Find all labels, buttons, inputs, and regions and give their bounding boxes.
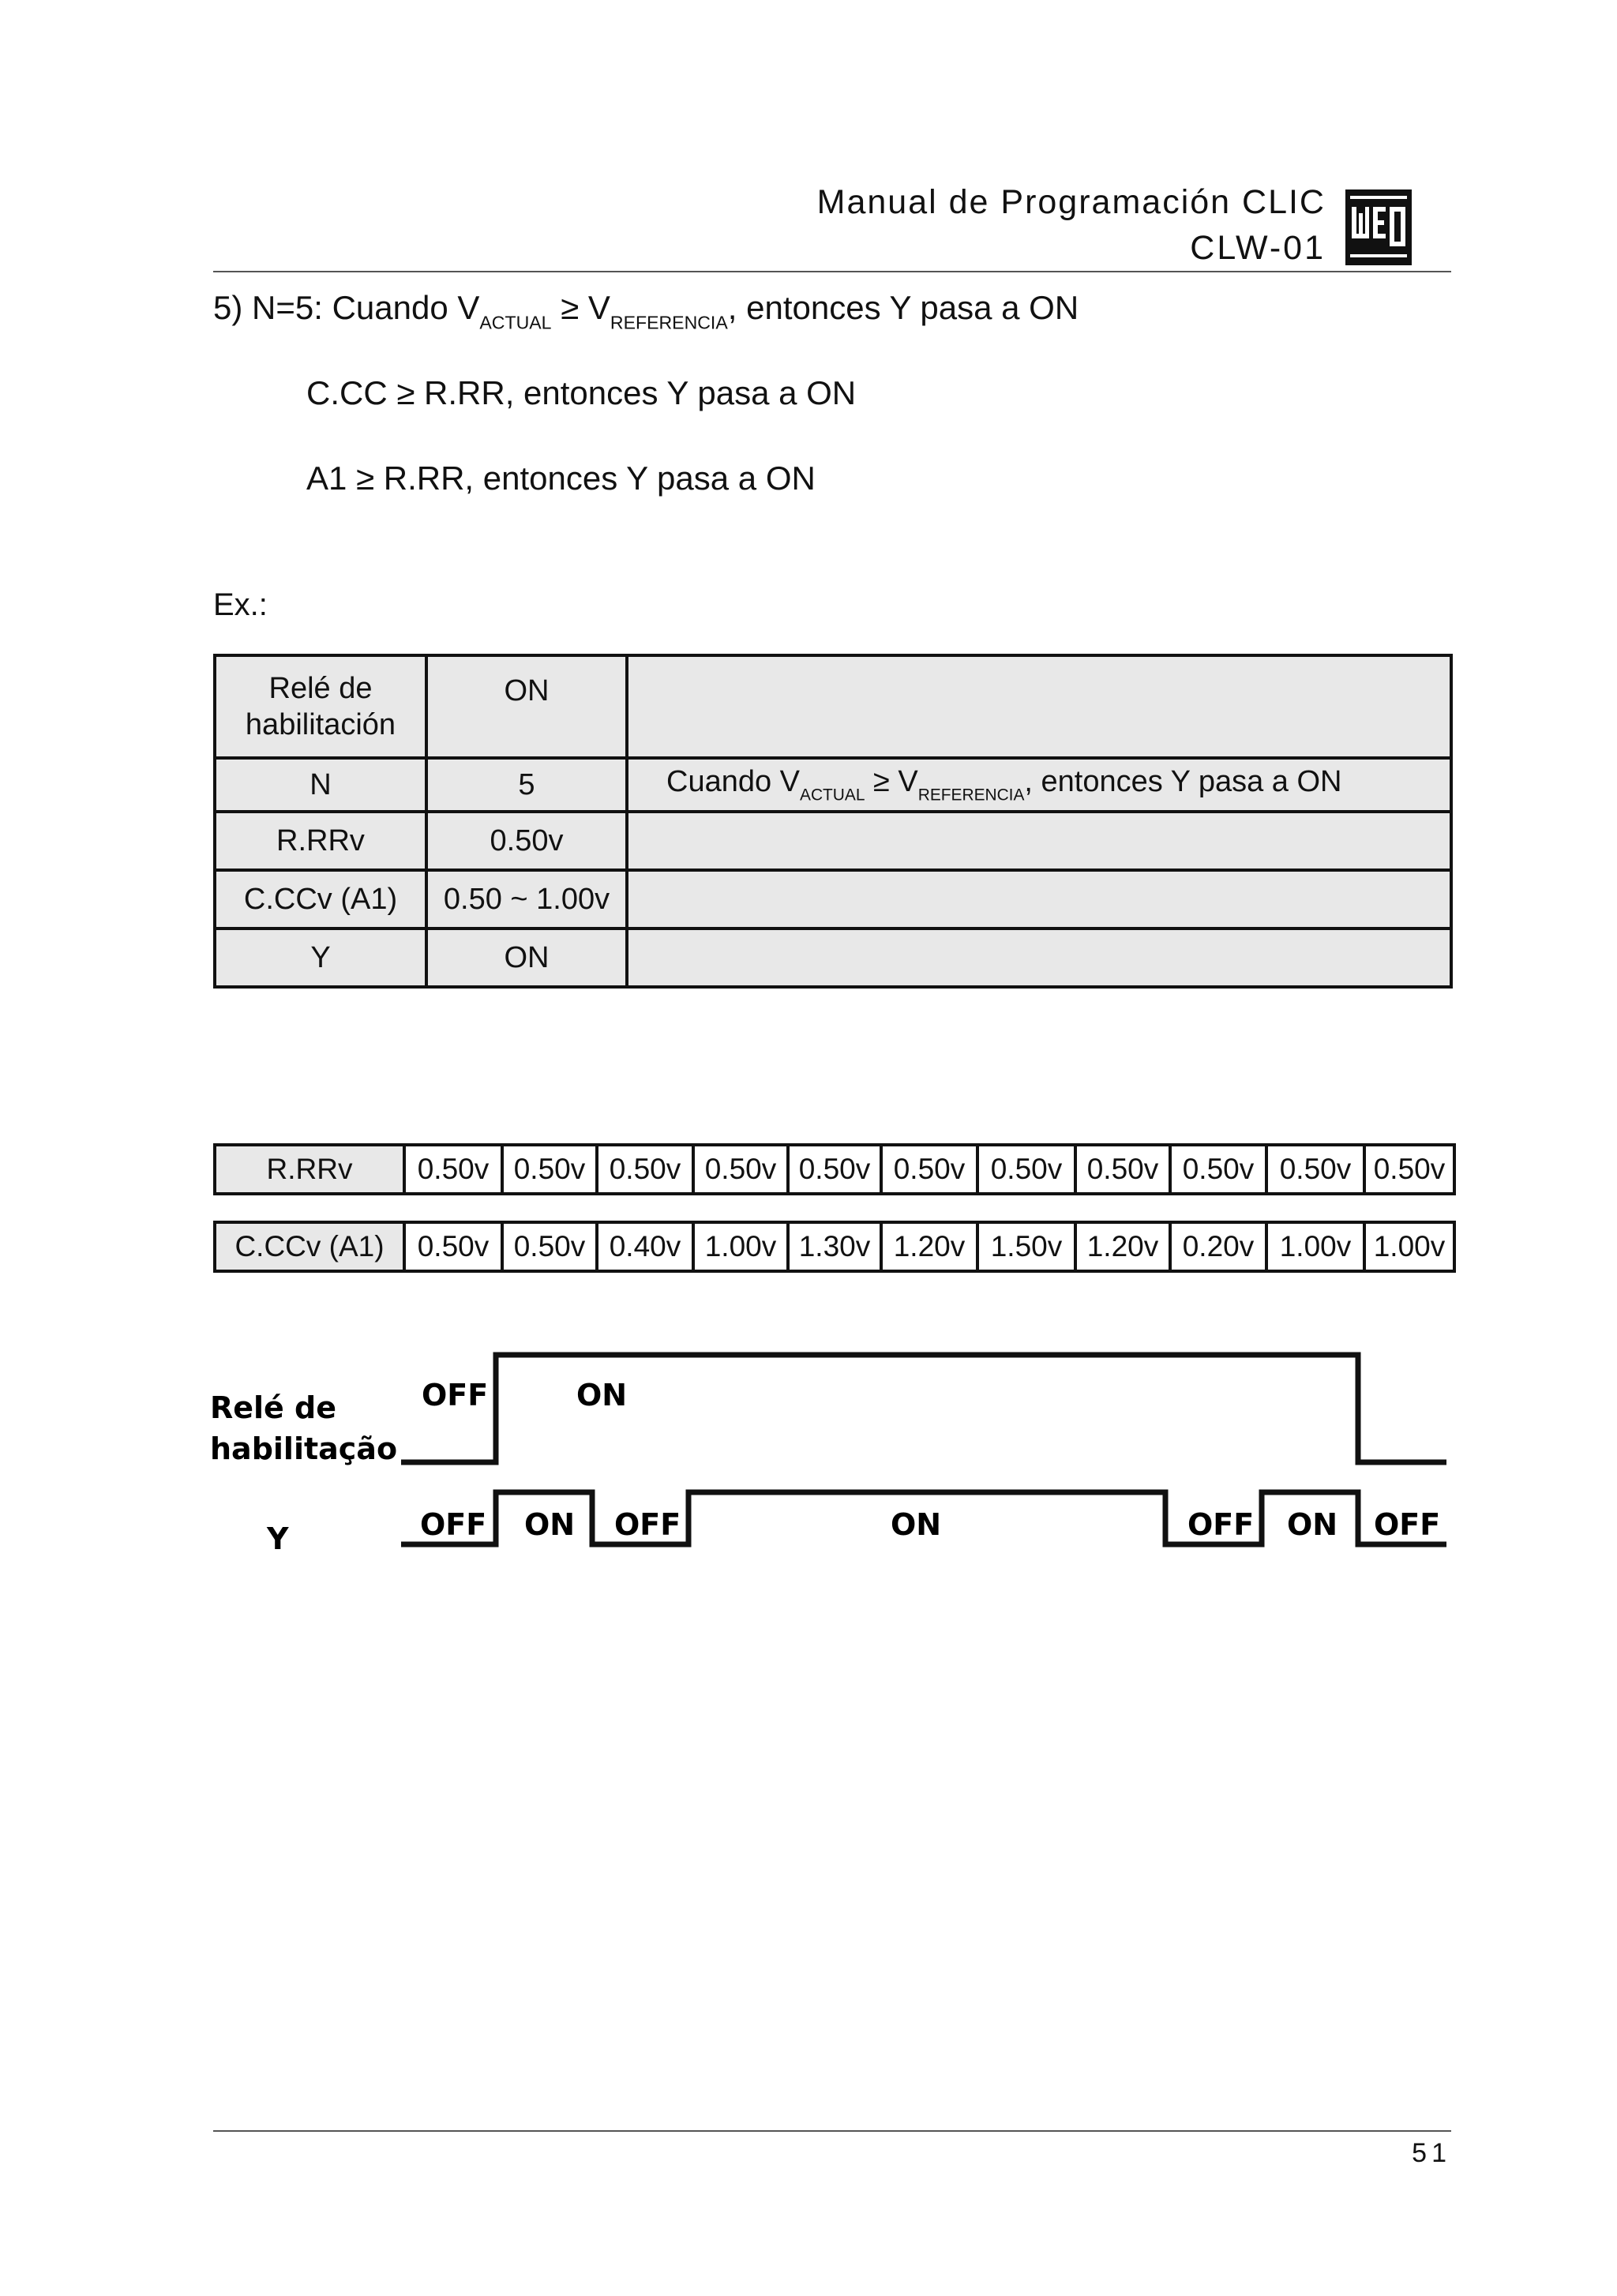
param-label: N: [215, 758, 426, 812]
rrr-values-row: [213, 1143, 1456, 1195]
value-cell: 1.50v: [977, 1222, 1075, 1271]
value-cell: 1.00v: [1364, 1222, 1454, 1271]
y-state: OFF: [420, 1507, 487, 1542]
param-note: Cuando $V_{ACTUAL} \ge V_{REFERENCIA}$, entonces Y pasa a ON: [627, 758, 1451, 812]
param-value: ON: [426, 929, 627, 987]
param-label: Relé de habilitación: [215, 655, 426, 758]
param-value: 5: [426, 758, 627, 812]
relay-state-on: ON: [576, 1378, 628, 1412]
value-cell: 1.20v: [1075, 1222, 1170, 1271]
table-row: [215, 758, 1451, 812]
example-label: Ex.:: [213, 587, 268, 622]
value-cell: 0.50v: [1075, 1145, 1170, 1194]
value-cell: 1.20v: [881, 1222, 977, 1271]
param-note: [627, 812, 1451, 870]
page-number: 51: [1412, 2138, 1451, 2168]
param-value: ON: [426, 655, 627, 758]
param-note: [627, 655, 1451, 758]
value-cell: 0.50v: [502, 1222, 597, 1271]
value-cell: 0.50v: [881, 1145, 977, 1194]
y-state: OFF: [1374, 1507, 1441, 1542]
table-row: [215, 812, 1451, 870]
value-cell: 0.50v: [404, 1222, 502, 1271]
ccc-values-row: [213, 1221, 1456, 1273]
param-value: 0.50v: [426, 812, 627, 870]
value-cell: 0.40v: [597, 1222, 693, 1271]
parameter-table: [213, 654, 1453, 989]
value-cell: 0.50v: [404, 1145, 502, 1194]
y-state: ON: [891, 1507, 942, 1542]
relay-state-off: OFF: [422, 1378, 489, 1412]
value-cell: 1.30v: [788, 1222, 881, 1271]
value-cell: 0.50v: [502, 1145, 597, 1194]
relay-waveform: [401, 1355, 1446, 1462]
value-cell: 0.50v: [977, 1145, 1075, 1194]
value-cell: 0.50v: [1266, 1145, 1364, 1194]
param-value: 0.50 ~ 1.00v: [426, 870, 627, 929]
footer-divider: [213, 2130, 1451, 2132]
header-divider: [213, 271, 1451, 272]
param-note: [627, 929, 1451, 987]
condition-a1: A1 ≥ R.RR, entonces Y pasa a ON: [306, 460, 816, 497]
y-state: ON: [524, 1507, 576, 1542]
param-note: [627, 870, 1451, 929]
row-label: R.RRv: [215, 1145, 404, 1194]
weg-logo: [1345, 189, 1412, 265]
condition-ccc: C.CC ≥ R.RR, entonces Y pasa a ON: [306, 374, 857, 411]
table-row: [215, 655, 1451, 758]
param-label: R.RRv: [215, 812, 426, 870]
value-cell: 0.50v: [788, 1145, 881, 1194]
value-cell: 1.00v: [693, 1222, 788, 1271]
param-label: Y: [215, 929, 426, 987]
condition-heading: 5) N=5: Cuando $V_{ACTUAL} \ge V_{REFERENCIA}$, entonces Y pasa a ON: [213, 289, 1079, 333]
manual-subtitle: CLW-01: [1190, 229, 1326, 267]
value-cell: 0.20v: [1170, 1222, 1266, 1271]
row-label: C.CCv (A1): [215, 1222, 404, 1271]
y-state: ON: [1287, 1507, 1338, 1542]
y-label: Y: [267, 1521, 289, 1556]
manual-title: Manual de Programación CLIC: [816, 183, 1326, 221]
value-cell: 0.50v: [597, 1145, 693, 1194]
timing-diagram: [0, 1326, 1617, 1595]
param-label: C.CCv (A1): [215, 870, 426, 929]
value-cell: 0.50v: [1170, 1145, 1266, 1194]
value-cell: 0.50v: [1364, 1145, 1454, 1194]
relay-label-1: Relé de: [210, 1390, 337, 1425]
value-cell: 0.50v: [693, 1145, 788, 1194]
table-row: [215, 929, 1451, 987]
relay-label-2: habilitação: [210, 1431, 398, 1466]
y-state: OFF: [1187, 1507, 1255, 1542]
table-row: [215, 870, 1451, 929]
y-state: OFF: [614, 1507, 681, 1542]
value-cell: 1.00v: [1266, 1222, 1364, 1271]
